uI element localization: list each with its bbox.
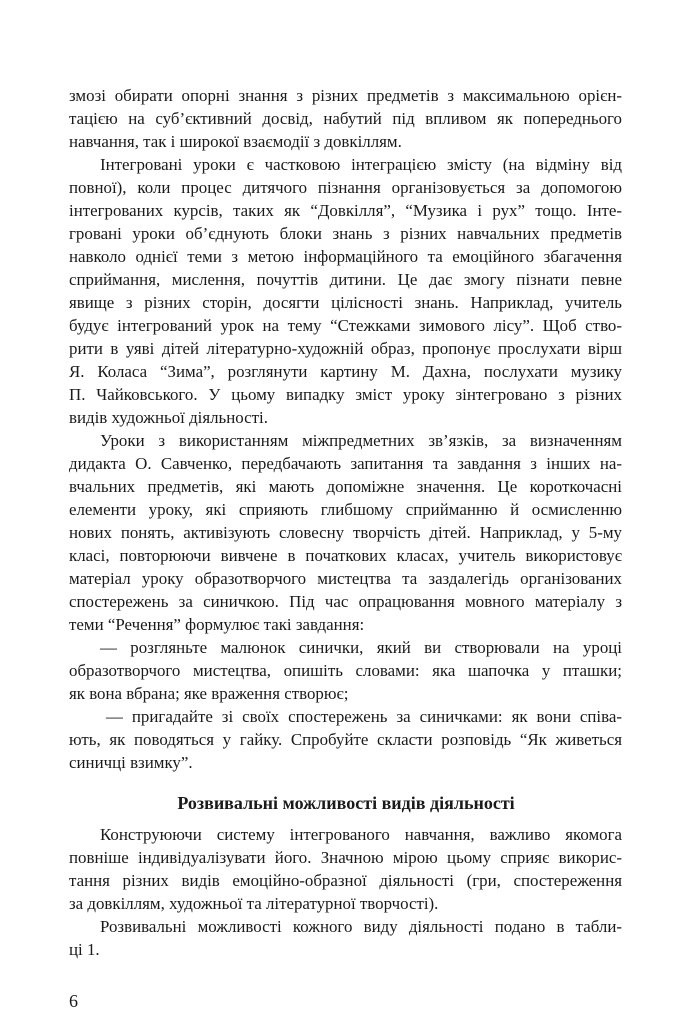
text-line: Я. Коласа “Зима”, розглянути картину М. Дахна, послухати музику — [69, 362, 622, 381]
text-line: П. Чайковського. У цьому випадку зміст уроку зінтегровано з різних — [69, 385, 622, 404]
text-line: — пригадайте зі своїх спостережень за синичками: як вони співа- — [106, 707, 622, 726]
text-line: повної), коли процес дитячого пізнання організовується за допомогою — [69, 178, 622, 197]
text-line: тання різних видів емоційно-образної діяльності (гри, спостереження — [69, 871, 622, 890]
text-line: матеріал уроку образотворчого мистецтва та заздалегідь організованих — [69, 569, 622, 588]
text-line: Інтегровані уроки є частковою інтеграцією змісту (на відміну від — [100, 155, 622, 174]
text-line: елементи уроку, які сприяють глибшому сприйманню й осмисленню — [69, 500, 622, 519]
text-line: нових понять, активізують словесну творчість дітей. Наприклад, у 5-му — [69, 523, 622, 542]
text-line: спостережень за синичкою. Під час опрацювання мовного матеріалу з — [69, 592, 622, 611]
text-line: за довкіллям, художньої та літературної творчості). — [69, 894, 439, 913]
text-line: навколо однієї теми з метою інформаційного та емоційного збагачення — [69, 247, 622, 266]
text-line: вчальних предметів, які мають допоміжне значення. Це короткочасні — [69, 477, 622, 496]
text-line: образотворчого мистецтва, опишіть словами: яка шапочка у пташки; — [69, 661, 622, 680]
text-line: сприймання, мислення, почуттів дитини. Це дає змогу пізнати певне — [69, 270, 622, 289]
text-line: навчання, так і широкої взаємодії з довкіллям. — [69, 132, 402, 151]
text-line: змозі обирати опорні знання з різних предметів з максимальною орієн- — [69, 86, 622, 105]
text-line: — розгляньте малюнок синички, який ви створювали на уроці — [100, 638, 622, 657]
text-line: ють, як поводяться у гайку. Спробуйте скласти розповідь “Як живеться — [69, 730, 622, 749]
section-heading: Розвивальні можливості видів діяльності — [177, 793, 515, 813]
page-number: 6 — [69, 991, 78, 1011]
text-line: теми “Речення” формулює такі завдання: — [69, 615, 365, 634]
text-line: видів художньої діяльності. — [69, 408, 268, 427]
text-line: повніше індивідуалізувати його. Значною мірою цьому сприяє викорис- — [69, 848, 622, 867]
text-line: класі, повторюючи вивчене в початкових класах, учитель використовує — [69, 546, 622, 565]
text-line: як вона вбрана; яке враження створює; — [69, 684, 349, 703]
text-line: будує інтегрований урок на тему “Стежками зимового лісу”. Щоб ство- — [69, 316, 622, 335]
text-line: тацією на суб’єктивний досвід, набутий під впливом як попереднього — [69, 109, 622, 128]
text-line: Конструюючи систему інтегрованого навчання, важливо якомога — [100, 825, 622, 844]
text-line: гровані уроки об’єднують блоки знань з різних навчальних предметів — [69, 224, 622, 243]
text-line: рити в уяві дітей літературно-художній образ, пропонує прослухати вірш — [69, 339, 622, 358]
text-line: Уроки з використанням міжпредметних зв’язків, за визначенням — [100, 431, 622, 450]
text-line: Розвивальні можливості кожного виду діяльності подано в табли- — [100, 917, 622, 936]
text-line: інтегрованих курсів, таких як “Довкілля”, “Музика і рух” тощо. Інте- — [69, 201, 622, 220]
text-line: явище з різних сторін, досягти цілісності знань. Наприклад, учитель — [69, 293, 622, 312]
text-line: дидакта О. Савченко, передбачають запитання та завдання з інших на- — [69, 454, 622, 473]
text-line: синичці взимку”. — [69, 753, 193, 772]
text-line: ці 1. — [69, 940, 100, 959]
